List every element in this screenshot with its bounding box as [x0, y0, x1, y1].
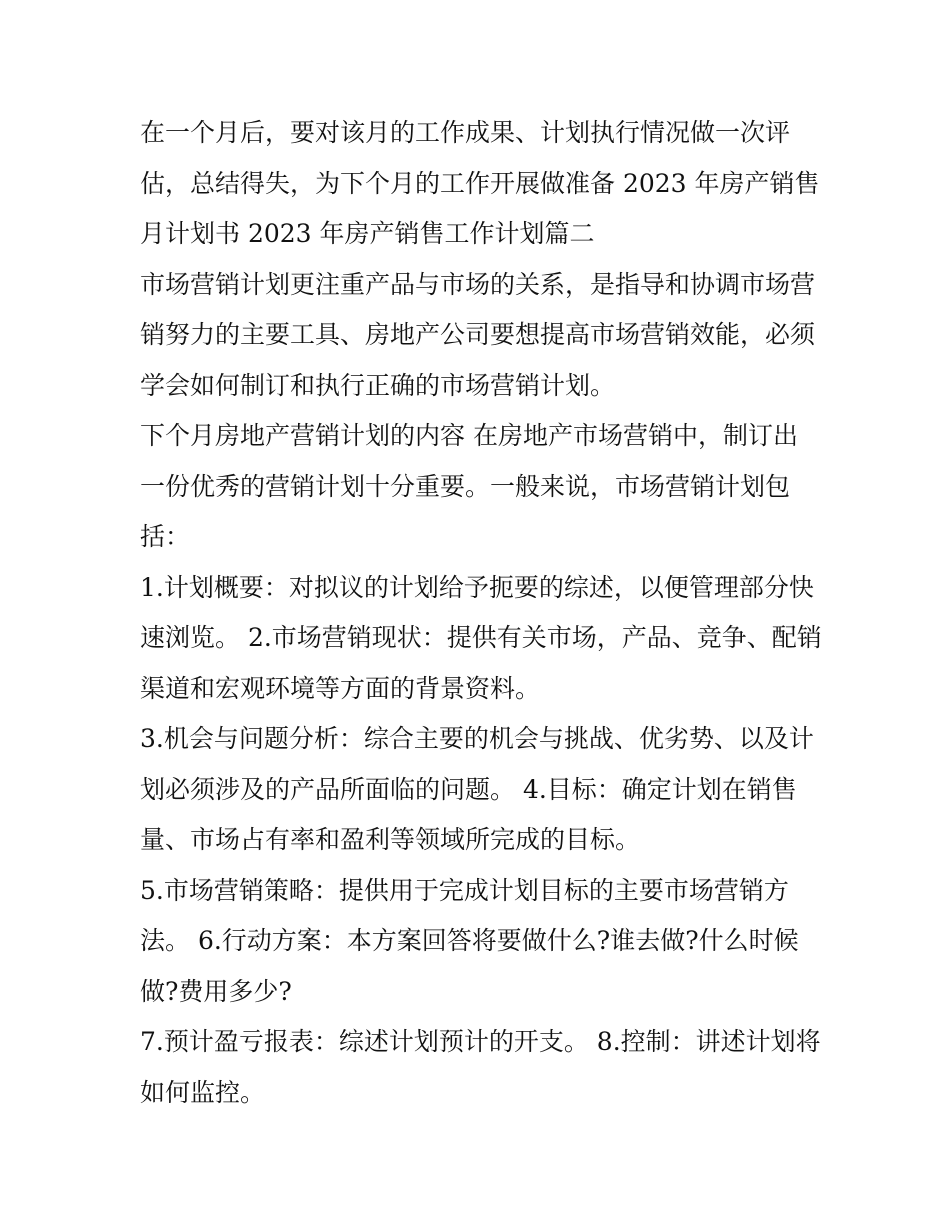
text-line: 1.计划概要：对拟议的计划给予扼要的综述，以便管理部分快: [140, 572, 814, 602]
paragraph-marketing-plan-intro: [140, 260, 816, 412]
text-line: 一份优秀的营销计划十分重要。一般来说，市场营销计划包: [140, 471, 791, 501]
text-line: 3.机会与问题分析：综合主要的机会与挑战、优劣势、以及计: [140, 724, 814, 753]
document-body: [140, 108, 822, 1118]
text-line: 下个月房地产营销计划的内容 在房地产市场营销中，制订出: [140, 421, 798, 450]
text-line: 在一个月后，要对该月的工作成果、计划执行情况做一次评: [140, 118, 791, 147]
text-line: 5.市场营销策略：提供用于完成计划目标的主要市场营销方: [140, 875, 789, 905]
text-line: 括：: [140, 522, 191, 551]
text-line: 速浏览。 2.市场营销现状：提供有关市场，产品、竞争、配销: [140, 623, 822, 652]
text-line: 7.预计盈亏报表：综述计划预计的开支。 8.控制：讲述计划将: [140, 1027, 821, 1056]
text-line: 法。 6.行动方案：本方案回答将要做什么?谁去做?什么时候: [140, 926, 799, 955]
text-line: 如何监控。: [140, 1077, 266, 1107]
paragraph-items-5-6: [140, 866, 812, 1018]
text-line: 销努力的主要工具、房地产公司要想提高市场营销效能，必须: [140, 320, 816, 349]
paragraph-items-1-2: [140, 563, 822, 715]
text-line: 估，总结得失，为下个月的工作开展做准备 2023 年房产销售: [140, 168, 820, 198]
text-line: 渠道和宏观环境等方面的背景资料。: [140, 673, 541, 703]
text-line: 划必须涉及的产品所面临的问题。 4.目标：确定计划在销售: [140, 774, 797, 804]
text-line: 月计划书 2023 年房产销售工作计划篇二: [140, 219, 595, 248]
text-line: 学会如何制订和执行正确的市场营销计划。: [140, 370, 616, 400]
paragraph-items-3-4: [140, 714, 812, 866]
paragraph-monthly-review: [140, 108, 820, 260]
paragraph-items-7-8: [140, 1017, 821, 1118]
paragraph-plan-contents: [140, 411, 812, 563]
text-line: 市场营销计划更注重产品与市场的关系，是指导和协调市场营: [140, 269, 816, 299]
text-line: 量、市场占有率和盈利等领域所完成的目标。: [140, 825, 641, 854]
text-line: 做?费用多少?: [140, 976, 292, 1006]
